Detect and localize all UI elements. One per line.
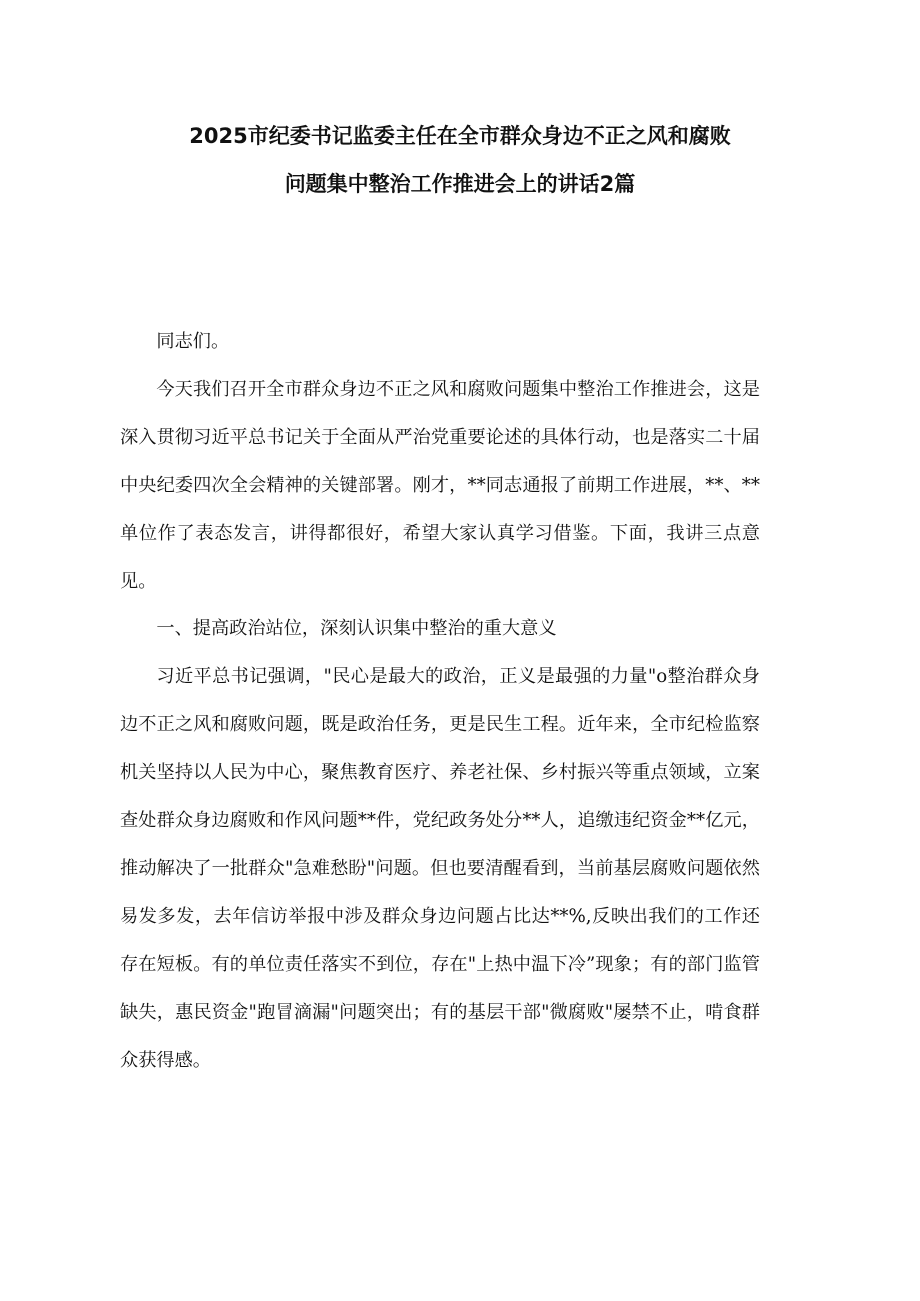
document-body <box>120 318 760 1085</box>
title-line-2: 问题集中整治工作推进会上的讲话2篇 <box>284 172 636 196</box>
salutation: 同志们。 <box>156 331 230 352</box>
opening-paragraph: 今天我们召开全市群众身边不正之风和腐败问题集中整治工作推进会，这是深入贯彻习近平总书记关于全面从严治党重要论述的具体行动，也是落实二十届中央纪委四次全会精神的关键部署。刚才，**同志通报了前期工作进展，**、**单位作了表态发言，讲得都很好，希望大家认真学习借鉴。下面，我讲三点意见。 <box>120 378 760 592</box>
document-title <box>140 112 780 208</box>
section-heading-1: 一、提高政治站位，深刻认识集中整治的重大意义 <box>156 618 557 640</box>
section-paragraph-1: 习近平总书记强调，"民心是最大的政治，正义是最强的力量"o整治群众身边不正之风和腐败问题，既是政治任务，更是民生工程。近年来，全市纪检监察机关坚持以人民为中心，聚焦教育医疗、养老社保、乡村振兴等重点领域，立案查处群众身边腐败和作风问题**件，党纪政务处分**人，追缴违纪资金**亿元，推动解决了一批群众"急难愁盼"问题。但也要清醒看到，当前基层腐败问题依然易发多发，去年信访举报中涉及群众身边问题占比达**%,反映出我们的工作还存在短板。有的单位责任落实不到位，存在"上热中温下冷”现象；有的部门监管缺失，惠民资金"跑冒滴漏"问题突出；有的基层干部"微腐败"屡禁不止，啃食群众获得感。 <box>120 666 760 1071</box>
title-line-1: 2025市纪委书记监委主任在全市群众身边不正之风和腐败 <box>189 124 731 148</box>
